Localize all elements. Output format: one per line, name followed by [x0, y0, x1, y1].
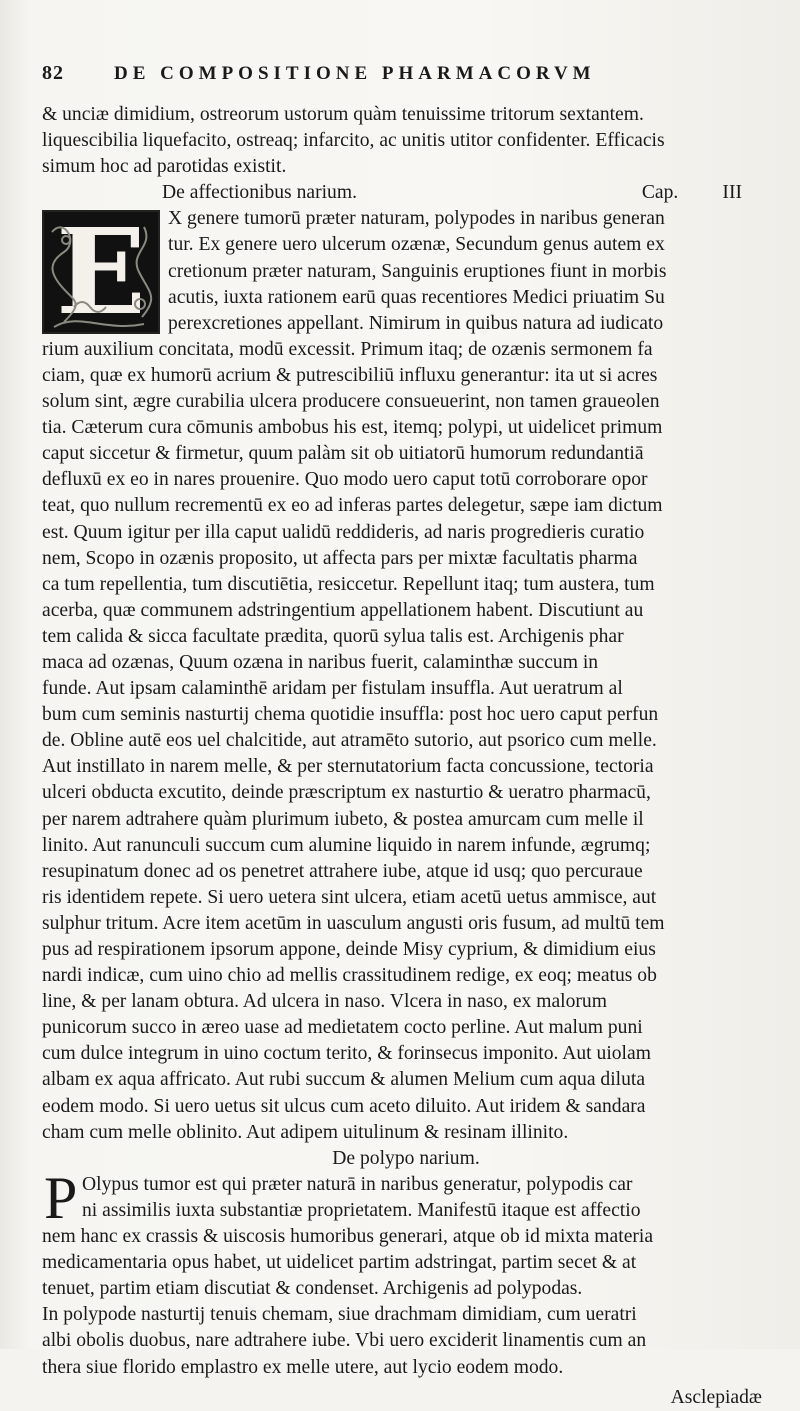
text-line: ni assimilis iuxta substantiæ proprietatem. Manifestū itaque est affectio [82, 1199, 641, 1221]
text-line: albi obolis duobus, nare adtrahere iube. Vbi uero exciderit linamentis cum an [42, 1330, 647, 1352]
running-title: DE COMPOSITIONE PHARMACORVM [114, 63, 596, 84]
text-line: acutis, iuxta rationem earū quas recentiores Medici priuatim Su [168, 286, 665, 308]
text-line: caput siccetur & firmetur, quum palàm sit ob uitiatorū humorum redundantiā [42, 443, 644, 465]
text-line: funde. Aut ipsam calaminthē aridam per fistulam insuffla. Aut ueratrum al [42, 678, 623, 700]
text-line: sulphur tritum. Acre item acetūm in uasculum angusti oris fusum, ad multū tem [42, 912, 665, 934]
text-line: cretionum præter naturam, Sanguinis eruptiones fiunt in morbis [168, 260, 667, 282]
text-line: ca tum repellentia, tum discutiētia, resiccetur. Repellunt itaq; tum austera, tum [42, 573, 655, 595]
text-line: ris identidem repete. Si uero uetera sint ulcera, etiam acetū uetus ammisce, aut [42, 886, 657, 908]
text-line: thera siue florido emplastro ex melle utere, aut lycio eodem modo. [42, 1356, 564, 1378]
chapter-heading [42, 180, 770, 206]
text-line: punicorum succo in æreo uase ad medietatem cocto perline. Aut malum puni [42, 1017, 643, 1039]
text-line: tenuet, partim etiam discutiat & condenset. Archigenis ad polypodas. [42, 1278, 583, 1300]
text-line: bum cum seminis nasturtij chema quotidie insuffla: post hoc uero caput perfun [42, 704, 659, 726]
text-line: nem hanc ex crassis & uiscosis humoribus generari, atque ob id mixta materia [42, 1226, 654, 1248]
polyp-body [42, 1224, 770, 1381]
text-line: rium auxilium concitata, modū excessit. Primum itaq; de ozænis sermonem fa [42, 338, 653, 360]
text-line: linito. Aut ranunculi succum cum alumine liquido in narem infunde, ægrumq; [42, 834, 651, 856]
initial-letter: E [56, 202, 146, 342]
text-line: Olypus tumor est qui præter naturā in naribus generatur, polypodis car [82, 1173, 633, 1195]
page-number: 82 [42, 62, 64, 84]
text-line: est. Quum igitur per illa caput ualidū reddideris, ad naris progredieris curatio [42, 521, 645, 543]
section-heading: De polypo narium. [332, 1147, 480, 1169]
text-line: acerba, quæ communem adstringentium appellationem habent. Discutiunt au [42, 599, 644, 621]
text-line: liquescibilia liquefacito, ostreaq; infarcito, ac unitis utitor confidenter. Efficacis [42, 130, 665, 152]
intro-paragraph [42, 102, 770, 180]
initial-letter: P [44, 1164, 78, 1231]
chapter-body [42, 337, 770, 1146]
text-line: nardi indicæ, cum uino chio ad mellis crassitudinem redige, ex eoq; meatus ob [42, 965, 657, 987]
text-line: simum hoc ad parotidas existit. [42, 156, 287, 178]
chapter-title: De affectionibus narium. [162, 182, 357, 204]
decorated-initial [42, 202, 160, 342]
text-line: tur. Ex genere uero ulcerum ozænæ, Secundum genus autem ex [168, 234, 665, 256]
text-line: In polypode nasturtij tenuis chemam, siue drachmam dimidiam, cum ueratri [42, 1304, 637, 1326]
text-line: X genere tumorū præter naturam, polypodes in naribus generan [168, 208, 665, 230]
chapter-number: Cap. III [641, 182, 742, 204]
text-line: ulceri obducta excutito, deinde præscriptum ex nasturtio & ueratro pharmacū, [42, 782, 651, 804]
text-line: albam ex aqua affricato. Aut rubi succum & alumen Melium cum aqua diluta [42, 1069, 646, 1091]
text-line: cum dulce integrum in uino coctum terito, & forinsecus imponito. Aut uiolam [42, 1043, 651, 1065]
text-line: medicamentaria opus habet, ut uidelicet partim adstringat, partim secet & at [42, 1252, 637, 1274]
text-line: nem, Scopo in ozænis proposito, ut affecta pars per mixtæ facultatis pharma [42, 547, 638, 569]
text-line: maca ad ozænas, Quum ozæna in naribus fuerit, calaminthæ succum in [42, 651, 599, 673]
text-line: defluxū ex eo in nares prouenire. Quo modo uero caput totū corroborare opor [42, 469, 648, 491]
text-line: ciam, quæ ex humorū acrium & putrescibiliū influxu generantur: ita ut si acres [42, 364, 658, 386]
text-line: eodem modo. Si uero uetus sit ulcus cum aceto diluito. Aut iridem & sandara [42, 1095, 646, 1117]
text-line: tem calida & sicca facultate prædita, quorū sylua talis est. Archigenis phar [42, 625, 624, 647]
text-line: solum sint, ægre curabilia ulcera producere consueuerint, non tamen graueolen [42, 391, 660, 413]
text-line: per narem adtrahere quàm plurimum iubeto, & postea amurcam cum melle il [42, 808, 644, 830]
text-line: Aut instillato in narem melle, & per sternutatorium facta concussione, tectoria [42, 756, 654, 778]
text-line: resupinatum donec ad os penetret attrahere iube, atque id usq; quo percuraue [42, 860, 643, 882]
text-line: teat, quo nullum recrementū ex eo ad inferas partes delegetur, sæpe iam dictum [42, 495, 663, 517]
text-line: & unciæ dimidium, ostreorum ustorum quàm tenuissime tritorum sextantem. [42, 104, 644, 125]
text-line: line, & per lanam obtura. Ad ulcera in naso. Vlcera in naso, ex malorum [42, 991, 607, 1013]
running-header [42, 62, 770, 92]
chapter-opening [42, 202, 770, 342]
text-line: pus ad respirationem ipsorum appone, deinde Misy cyprium, & dimidium eius [42, 939, 656, 960]
text-line: cham cum melle oblinito. Aut adipem uitulinum & resinam illinito. [42, 1121, 569, 1143]
floral-ornament-icon [44, 202, 162, 342]
text-line: de. Obline autē eos uel chalcitide, aut atramēto sutorio, aut psorico cum melle. [42, 730, 657, 752]
text-line: perexcretiones appellant. Nimirum in quibus natura ad iudicato [168, 312, 664, 334]
catchword: Asclepiadæ [670, 1386, 762, 1408]
polyp-opening [42, 1164, 770, 1231]
text-line: tia. Cæterum cura cōmunis ambobus his est, itemq; polypi, ut uidelicet primum [42, 417, 663, 439]
